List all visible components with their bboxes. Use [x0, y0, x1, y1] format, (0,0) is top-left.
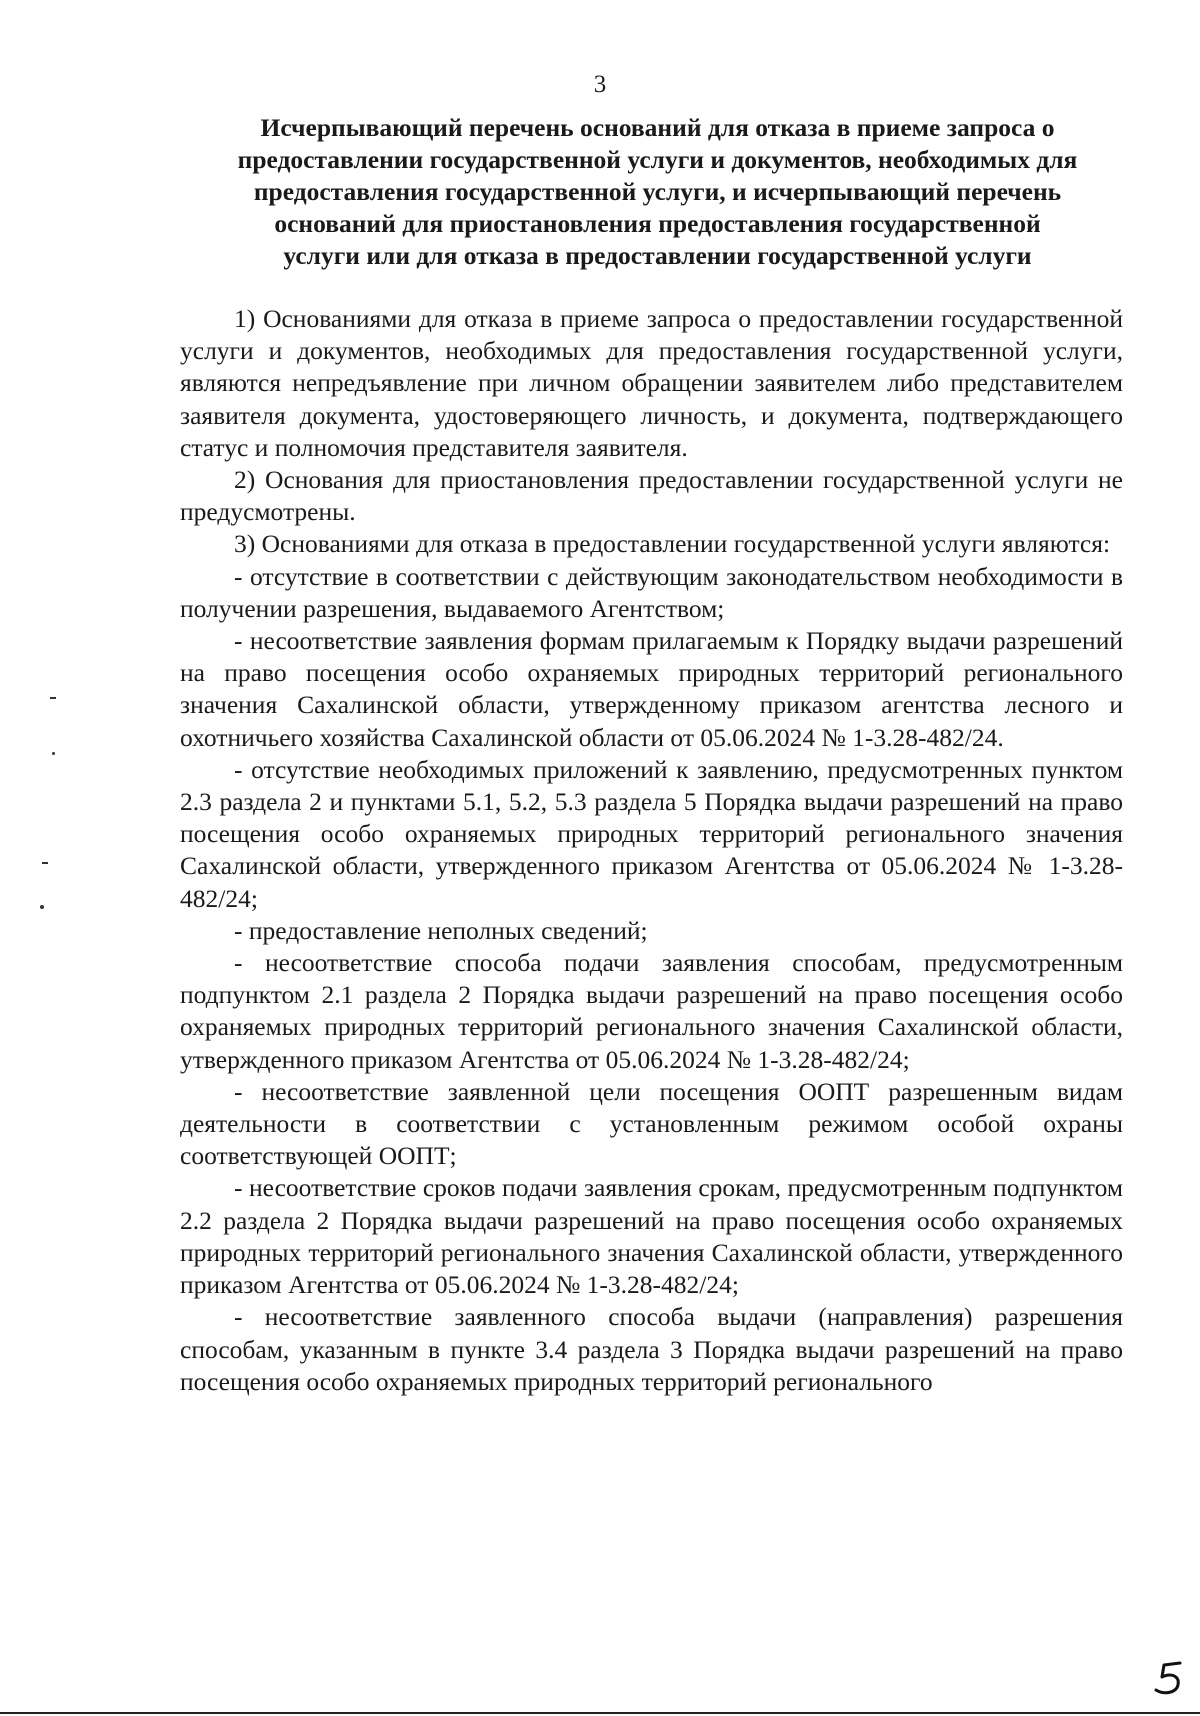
page-bottom-edge	[0, 1712, 1200, 1714]
page-number: 3	[593, 71, 607, 98]
list-item: - несоответствие заявления формам прилагаемым к Порядку выдачи разрешений на право посещения особо охраняемых природных территорий регионального значения Сахалинской области, утвержденному приказом агентства лесного и охотничьего хозяйства Сахалинской области от 05.06.2024 № 1-3.28-482/24.	[180, 626, 1123, 752]
title-line: оснований для приостановления предоставления государственной	[274, 209, 1041, 238]
paragraph: 1) Основаниями для отказа в приеме запроса о предоставлении государственной услуги и документов, необходимых для предоставления государственной услуги, являются непредъявление при личном обращении заявителем либо представителем заявителя документа, удостоверяющего личность, и документа, подтверждающего статус и полномочия представителя заявителя.	[180, 304, 1123, 462]
scan-dot	[40, 905, 44, 909]
scan-dash	[50, 697, 56, 699]
scan-dash	[42, 862, 48, 864]
list-item: - несоответствие заявленной цели посещения ООПТ разрешенным видам деятельности в соответствии с установленным режимом особой охраны соответствующей ООПТ;	[180, 1076, 1123, 1171]
list-item: - отсутствие необходимых приложений к заявлению, предусмотренных пунктом 2.3 раздела 2 и пунктами 5.1, 5.2, 5.3 раздела 5 Порядка выдачи разрешений на право посещения особо охраняемых природных территорий регионального значения Сахалинской области, утвержденного приказом Агентства от 05.06.2024 № 1-3.28-482/24;	[180, 754, 1123, 913]
list-item: - несоответствие заявленного способа выдачи (направления) разрешения способам, указанным в пункте 3.4 раздела 3 Порядка выдачи разрешений на право посещения особо охраняемых природных территорий регионального	[180, 1302, 1123, 1396]
paragraph: 2) Основания для приостановления предоставлении государственной услуги не предусмотрены.	[180, 465, 1123, 527]
list-item: - несоответствие способа подачи заявления способам, предусмотренным подпунктом 2.1 раздела 2 Порядка выдачи разрешений на право посещения особо охраняемых природных территорий регионального значения Сахалинской области, утвержденного приказом Агентства от 05.06.2024 № 1-3.28-482/24;	[180, 948, 1123, 1074]
list-item: - предоставление неполных сведений;	[234, 915, 648, 945]
list-item: - несоответствие сроков подачи заявления срокам, предусмотренным подпунктом 2.2 раздела 2 Порядка выдачи разрешений на право посещения особо охраняемых природных территорий регионального значения Сахалинской области, утвержденного приказом Агентства от 05.06.2024 № 1-3.28-482/24;	[180, 1173, 1123, 1300]
list-item: - отсутствие в соответствии с действующим законодательством необходимости в получении разрешения, выдаваемого Агентством;	[180, 561, 1123, 623]
document-body	[180, 303, 1123, 1398]
scan-dot	[52, 752, 55, 755]
title-line: предоставления государственной услуги, и исчерпывающий перечень	[253, 177, 1062, 206]
title-line: предоставлении государственной услуги и документов, необходимых для	[237, 145, 1078, 174]
title-line: услуги или для отказа в предоставлении государственной услуги	[283, 241, 1032, 270]
section-title	[175, 112, 1140, 272]
handwritten-mark-icon	[1150, 1657, 1190, 1699]
paragraph: 3) Основаниями для отказа в предоставлении государственной услуги являются:	[234, 529, 1111, 559]
title-line: Исчерпывающий перечень оснований для отказа в приеме запроса о	[260, 113, 1055, 142]
